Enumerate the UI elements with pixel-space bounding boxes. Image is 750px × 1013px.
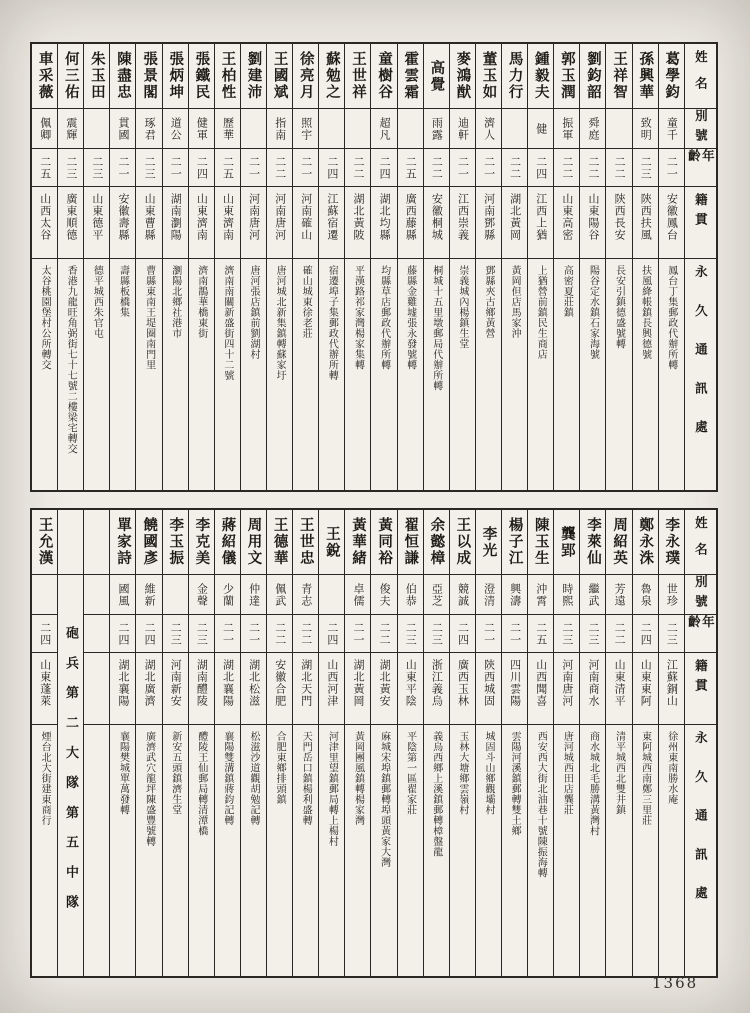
person-age: 二四 (639, 621, 652, 646)
person-origin: 山西聞喜 (534, 659, 547, 707)
person-age: 二三 (587, 621, 599, 646)
person-name: 劉建沛 (245, 51, 262, 101)
person-address: 河津里望鎮郵局轉上楊村 (326, 731, 338, 847)
header-origin: 籍貫 (693, 659, 708, 698)
person-alias: 歷華 (221, 116, 234, 141)
person-name: 楊子江 (506, 517, 523, 567)
person-column (135, 44, 161, 490)
person-address: 宿遷埠子集郵政代辦所轉 (326, 265, 338, 381)
person-name: 劉鈞韶 (584, 51, 601, 101)
person-age: 二三 (430, 621, 443, 646)
person-column (109, 510, 135, 976)
person-age: 二四 (378, 155, 391, 180)
person-age: 二三 (90, 155, 103, 180)
person-age: 二一 (247, 621, 260, 646)
person-address: 壽縣板橋集 (117, 265, 129, 318)
person-origin: 湖北天門 (299, 659, 312, 707)
header-address: 永久通訊處 (693, 731, 708, 925)
person-address: 清平城西北雙井鎮 (613, 731, 625, 815)
person-name: 王銳 (323, 525, 340, 559)
person-address: 濟南鵲華橋東街 (195, 265, 207, 339)
person-address: 東阿城西南鄭三里莊 (639, 731, 651, 826)
person-age: 二三 (665, 621, 678, 646)
person-name: 張鐵民 (193, 51, 210, 101)
person-column (32, 44, 57, 490)
person-alias: 致明 (639, 116, 652, 141)
section-note-column (57, 510, 83, 976)
header-age: 年齡 (686, 615, 715, 635)
person-address: 扶風絳帳鎮長興德號 (639, 265, 651, 360)
person-column (632, 44, 658, 490)
person-age: 二三 (169, 621, 182, 646)
person-column (57, 44, 83, 490)
person-name: 蘇勉之 (323, 51, 340, 101)
person-column (579, 44, 605, 490)
person-origin: 河南唐河 (247, 193, 260, 241)
person-address: 均縣草店郵政代辦所轉 (378, 265, 390, 370)
person-name: 周用文 (245, 517, 262, 567)
person-name: 霍雲霜 (402, 51, 419, 101)
person-age: 二一 (247, 155, 260, 180)
person-alias: 維新 (143, 582, 156, 607)
person-name: 葛學鈞 (663, 51, 680, 101)
person-origin: 山東濟南 (195, 193, 208, 241)
person-name: 陳玉生 (532, 517, 549, 567)
person-origin: 安徽合肥 (273, 659, 286, 707)
person-origin: 安徽鳳台 (665, 193, 678, 241)
person-address: 新安五頭鎮濟生堂 (169, 731, 181, 815)
person-address: 唐河城西田店龔莊 (561, 731, 573, 815)
person-origin: 四川雲陽 (508, 659, 521, 707)
person-column (188, 44, 214, 490)
person-address: 城固斗山鄉觀壩村 (483, 731, 494, 815)
person-age: 二一 (482, 155, 495, 180)
person-address: 合肥東鄉排頭鎮 (274, 731, 286, 805)
person-alias: 貫國 (117, 116, 130, 141)
person-address: 確山城東徐老莊 (300, 265, 312, 339)
person-address: 黃岡但店馬家沖 (509, 265, 521, 339)
person-name: 孫興華 (637, 51, 654, 101)
person-name: 張景閣 (141, 51, 158, 101)
person-age: 二二 (352, 155, 365, 180)
person-alias: 少蘭 (221, 582, 234, 607)
person-name: 王以成 (454, 517, 471, 567)
person-origin: 陝西扶風 (639, 193, 652, 241)
person-age: 二一 (221, 621, 234, 646)
person-age: 二一 (508, 621, 521, 646)
person-name: 李玉振 (167, 517, 184, 567)
person-origin: 湖北襄陽 (221, 659, 234, 707)
person-age: 二四 (325, 621, 338, 646)
person-age: 二五 (534, 621, 547, 646)
person-column (135, 510, 161, 976)
header-name: 姓名 (693, 515, 708, 569)
person-alias: 舜庭 (587, 116, 599, 141)
person-address: 藤縣金雞墟張永發號轉 (404, 265, 416, 370)
person-origin: 湖北黃安 (378, 659, 391, 707)
person-age: 二五 (38, 155, 51, 180)
person-origin: 湖北均縣 (378, 193, 391, 241)
header-address: 永久通訊處 (693, 265, 708, 459)
person-alias: 青志 (299, 582, 312, 607)
person-age: 二二 (587, 155, 599, 180)
person-name: 麥鴻猷 (454, 51, 471, 101)
person-column (318, 44, 344, 490)
person-address: 醴陵王仙郵局轉清潭橋 (195, 731, 207, 836)
person-column (397, 510, 423, 976)
person-column (32, 510, 57, 976)
person-address: 義烏西鄉上溪鎮郵轉樟盤龍 (430, 731, 442, 857)
person-name: 翟恒謙 (402, 517, 419, 567)
person-column (501, 510, 527, 976)
empty-column (83, 510, 109, 976)
header-column (684, 510, 716, 976)
person-origin: 江蘇銅山 (665, 659, 678, 707)
person-age: 二一 (299, 155, 312, 180)
person-alias: 雨露 (430, 116, 443, 141)
person-age: 二二 (273, 621, 286, 646)
header-alias: 別號 (693, 575, 708, 614)
person-column (449, 44, 475, 490)
person-age: 二三 (560, 621, 573, 646)
person-age: 二三 (195, 621, 208, 646)
person-address: 太谷桃園堡村公所轉交 (39, 265, 51, 370)
person-address: 廣濟武穴龍坪陳盛豐號轉 (143, 731, 155, 847)
person-origin: 山東高密 (560, 193, 573, 241)
person-name: 王德華 (271, 517, 288, 567)
person-alias: 濟人 (482, 116, 495, 141)
person-address: 天門岳口鎮楊利盛轉 (300, 731, 312, 826)
person-column (162, 510, 188, 976)
person-name: 高覺 (428, 59, 445, 93)
person-origin: 山東濟南 (221, 193, 234, 241)
person-name: 李光 (480, 525, 497, 559)
person-address: 麻城宋埠鎮郵轉埠頭黃家大灣 (378, 731, 390, 868)
person-alias: 迪軒 (456, 116, 469, 141)
person-alias: 指南 (273, 116, 286, 141)
person-alias: 繼武 (587, 582, 599, 607)
person-age: 二一 (665, 155, 678, 180)
person-name: 徐亮月 (297, 51, 314, 101)
header-name: 姓名 (693, 49, 708, 103)
person-name: 張炳坤 (167, 51, 184, 101)
person-address: 松滋沙道觀胡勉記轉 (248, 731, 260, 826)
person-address: 唐河城北新集鎮轉蘇家圩 (274, 265, 286, 381)
person-column (370, 510, 396, 976)
person-column (423, 44, 449, 490)
person-age: 二三 (639, 155, 652, 180)
person-name: 王祥智 (611, 51, 628, 101)
person-address: 陽谷定水鎮石家海號 (587, 265, 599, 360)
person-origin: 山西河津 (325, 659, 338, 707)
person-age: 二二 (508, 155, 521, 180)
person-name: 鍾毅夫 (532, 51, 549, 101)
person-alias: 童千 (665, 116, 678, 141)
person-name: 余懿樟 (428, 517, 445, 567)
person-age: 二五 (404, 155, 417, 180)
person-age: 二四 (117, 621, 130, 646)
header-alias: 別號 (693, 109, 708, 148)
person-address: 香港九龍旺角弼街七十七號二樓梁宅轉交 (65, 265, 77, 454)
person-name: 鄭永洙 (637, 517, 654, 567)
person-address: 襄陽樊城單萬發轉 (117, 731, 129, 815)
person-alias: 卓儒 (352, 582, 365, 607)
person-column (579, 510, 605, 976)
person-origin: 湖南醴陵 (195, 659, 208, 707)
person-alias: 金聲 (195, 582, 208, 607)
person-address: 桐城十五里墩郵局代辦所轉 (430, 265, 442, 391)
person-column (501, 44, 527, 490)
person-column (83, 44, 109, 490)
person-column (475, 510, 501, 976)
person-origin: 山東東阿 (639, 659, 652, 707)
person-column (475, 44, 501, 490)
person-column (266, 44, 292, 490)
person-name: 王柏性 (219, 51, 236, 101)
person-origin: 河南鄧縣 (482, 193, 495, 241)
person-age: 二四 (195, 155, 208, 180)
person-alias: 震輝 (64, 116, 77, 141)
person-alias: 魯泉 (639, 582, 652, 607)
person-name: 王世祥 (349, 51, 366, 101)
person-alias: 澄清 (482, 582, 495, 607)
person-name: 王允漢 (36, 517, 53, 567)
person-origin: 湖北廣濟 (143, 659, 156, 707)
person-age: 二二 (378, 621, 391, 646)
person-origin: 廣東順德 (64, 193, 77, 241)
person-name: 王世忠 (297, 517, 314, 567)
person-address: 平漢路祁家灣楊家集轉 (352, 265, 364, 370)
person-address: 黃岡團風鎮轉楊家灣 (352, 731, 364, 826)
person-age: 二一 (169, 155, 182, 180)
person-column (527, 510, 553, 976)
person-column (266, 510, 292, 976)
person-name: 郭玉潤 (558, 51, 575, 101)
person-alias: 振軍 (560, 116, 573, 141)
person-alias: 道公 (169, 116, 182, 141)
person-alias: 琢君 (143, 116, 156, 141)
person-column (553, 510, 579, 976)
person-age: 二二 (430, 155, 443, 180)
person-origin: 山東清平 (613, 659, 626, 707)
person-origin: 湖北黃岡 (352, 659, 365, 707)
person-origin: 河南新安 (169, 659, 182, 707)
person-origin: 河南唐河 (273, 193, 286, 241)
person-column (240, 44, 266, 490)
person-age: 二三 (143, 155, 156, 180)
person-origin: 湖南瀏陽 (169, 193, 182, 241)
person-column (658, 44, 684, 490)
person-address: 唐河張店鎮前劉湖村 (248, 265, 260, 360)
person-age: 二四 (456, 621, 469, 646)
person-name: 車采薇 (36, 51, 53, 101)
person-alias: 健 (534, 122, 547, 135)
person-address: 鄧縣夾古鄉黃營 (483, 265, 494, 339)
person-name: 董玉如 (480, 51, 497, 101)
person-column (188, 510, 214, 976)
person-alias: 競誠 (456, 582, 469, 607)
person-column (632, 510, 658, 976)
person-column (214, 44, 240, 490)
person-origin: 江西上猶 (534, 193, 547, 241)
person-age: 二三 (64, 155, 77, 180)
person-column (553, 44, 579, 490)
person-column (370, 44, 396, 490)
person-origin: 安徽壽縣 (117, 193, 130, 241)
person-origin: 山西太谷 (38, 193, 51, 241)
person-origin: 湖北黃岡 (508, 193, 521, 241)
person-origin: 廣西玉林 (456, 659, 469, 707)
person-address: 濟南南關新盛街四十二號 (221, 265, 233, 381)
person-origin: 浙江義烏 (430, 659, 443, 707)
person-address: 玉林大塘鄉雲嶺村 (456, 731, 468, 815)
person-origin: 陝西城固 (482, 659, 495, 707)
person-origin: 山東陽谷 (587, 193, 599, 241)
person-address: 平陰第一區翟家莊 (404, 731, 416, 815)
person-alias: 芳遠 (613, 582, 626, 607)
person-column (292, 510, 318, 976)
person-column (344, 510, 370, 976)
person-origin: 湖北黃陂 (352, 193, 365, 241)
person-name: 龔郢 (558, 525, 575, 559)
person-name: 黃華緒 (349, 517, 366, 567)
person-address: 曹縣東南王堤圈南門里 (143, 265, 155, 370)
person-address: 上猶營前鎮民生商店 (535, 265, 547, 360)
person-address: 襄陽雙溝鎮蔣鈞記轉 (221, 731, 233, 826)
person-age: 二二 (273, 155, 286, 180)
person-address: 瀏陽北鄉社港市 (169, 265, 181, 339)
person-age: 二五 (221, 155, 234, 180)
person-alias: 健軍 (195, 116, 208, 141)
person-address: 崇義城內楊鎮生堂 (456, 265, 468, 349)
person-name: 朱玉田 (88, 51, 105, 101)
person-name: 饒國彥 (141, 517, 158, 567)
person-alias: 俊夫 (378, 582, 391, 607)
person-age: 二一 (482, 621, 495, 646)
person-origin: 山東德平 (90, 193, 103, 241)
person-alias: 仲達 (247, 582, 260, 607)
person-column (214, 510, 240, 976)
person-origin: 湖北松滋 (247, 659, 260, 707)
person-origin: 山東蓬萊 (38, 659, 51, 707)
person-alias: 佩卿 (38, 116, 51, 141)
header-age: 年齡 (686, 149, 715, 169)
person-origin: 河南唐河 (560, 659, 573, 707)
person-column (344, 44, 370, 490)
person-column (240, 510, 266, 976)
person-name: 李萊仙 (584, 517, 601, 567)
person-age: 二四 (534, 155, 547, 180)
person-origin: 湖北襄陽 (117, 659, 130, 707)
person-address: 德平城西朱官屯 (91, 265, 103, 339)
person-alias: 興濤 (508, 582, 521, 607)
person-alias: 照宇 (299, 116, 312, 141)
person-address: 雲陽河溪鎮郵轉雙土鄉 (509, 731, 521, 836)
person-address: 徐州東南勝水庵 (665, 731, 677, 805)
person-origin: 河南確山 (299, 193, 312, 241)
header-column (684, 44, 716, 490)
person-alias: 世珍 (665, 582, 678, 607)
person-name: 李克美 (193, 517, 210, 567)
person-address: 鳳台丁集郵政代辦所轉 (665, 265, 677, 370)
person-name: 陳盡忠 (115, 51, 131, 101)
person-age: 二四 (38, 621, 51, 646)
person-origin: 陝西長安 (613, 193, 626, 241)
person-name: 何三佑 (62, 51, 79, 101)
person-address: 高密夏莊鎮 (561, 265, 573, 318)
person-column (449, 510, 475, 976)
header-origin: 籍貫 (693, 193, 708, 232)
person-column (527, 44, 553, 490)
person-age: 二二 (299, 621, 312, 646)
person-alias: 伯恭 (404, 582, 417, 607)
person-name: 童樹谷 (376, 51, 393, 101)
person-age: 二一 (117, 155, 130, 180)
person-origin: 江蘇宿遷 (325, 193, 338, 241)
person-column (658, 510, 684, 976)
person-column (109, 44, 135, 490)
person-origin: 山東曹縣 (143, 193, 156, 241)
person-name: 單家詩 (115, 517, 131, 567)
person-column (397, 44, 423, 490)
person-name: 蔣紹儀 (219, 517, 236, 567)
person-alias: 國風 (117, 582, 130, 607)
person-column (605, 510, 631, 976)
person-age: 二一 (352, 621, 365, 646)
person-column (423, 510, 449, 976)
person-origin: 河南商水 (587, 659, 599, 707)
roster-table-top (30, 42, 718, 492)
person-age: 二二 (613, 155, 626, 180)
person-name: 王國斌 (271, 51, 288, 101)
person-name: 周紹英 (611, 517, 628, 567)
person-name: 馬力行 (506, 51, 523, 101)
person-age: 二二 (613, 621, 626, 646)
person-origin: 安徽桐城 (430, 193, 443, 241)
person-age: 二一 (456, 155, 469, 180)
person-name: 黃同裕 (376, 517, 393, 567)
person-column (162, 44, 188, 490)
roster-table-bottom (30, 508, 718, 978)
person-alias: 時熙 (560, 582, 573, 607)
person-age: 二三 (404, 621, 417, 646)
person-age: 二四 (325, 155, 338, 180)
person-alias: 超凡 (378, 116, 391, 141)
section-note-label: 砲兵第二大隊第五中隊 (63, 626, 79, 925)
person-alias: 亞芝 (430, 582, 443, 607)
person-alias: 佩武 (273, 582, 286, 607)
person-age: 二二 (560, 155, 573, 180)
person-address: 長安引鎮德盛號轉 (613, 265, 625, 349)
person-column (292, 44, 318, 490)
person-alias: 沖霄 (534, 582, 547, 607)
page-number: 1368 (652, 974, 699, 992)
person-address: 商水城北毛勝溝黃灣村 (587, 731, 599, 836)
person-origin: 山東平陰 (404, 659, 417, 707)
person-name: 李永璞 (663, 517, 680, 567)
person-column (605, 44, 631, 490)
person-address: 西安西大街北油巷十號陳振海轉 (535, 731, 547, 878)
person-origin: 廣西藤縣 (404, 193, 417, 241)
person-column (318, 510, 344, 976)
person-age: 二四 (143, 621, 156, 646)
person-address: 煙台北大街建東商行 (39, 731, 51, 826)
person-origin: 江西崇義 (456, 193, 469, 241)
